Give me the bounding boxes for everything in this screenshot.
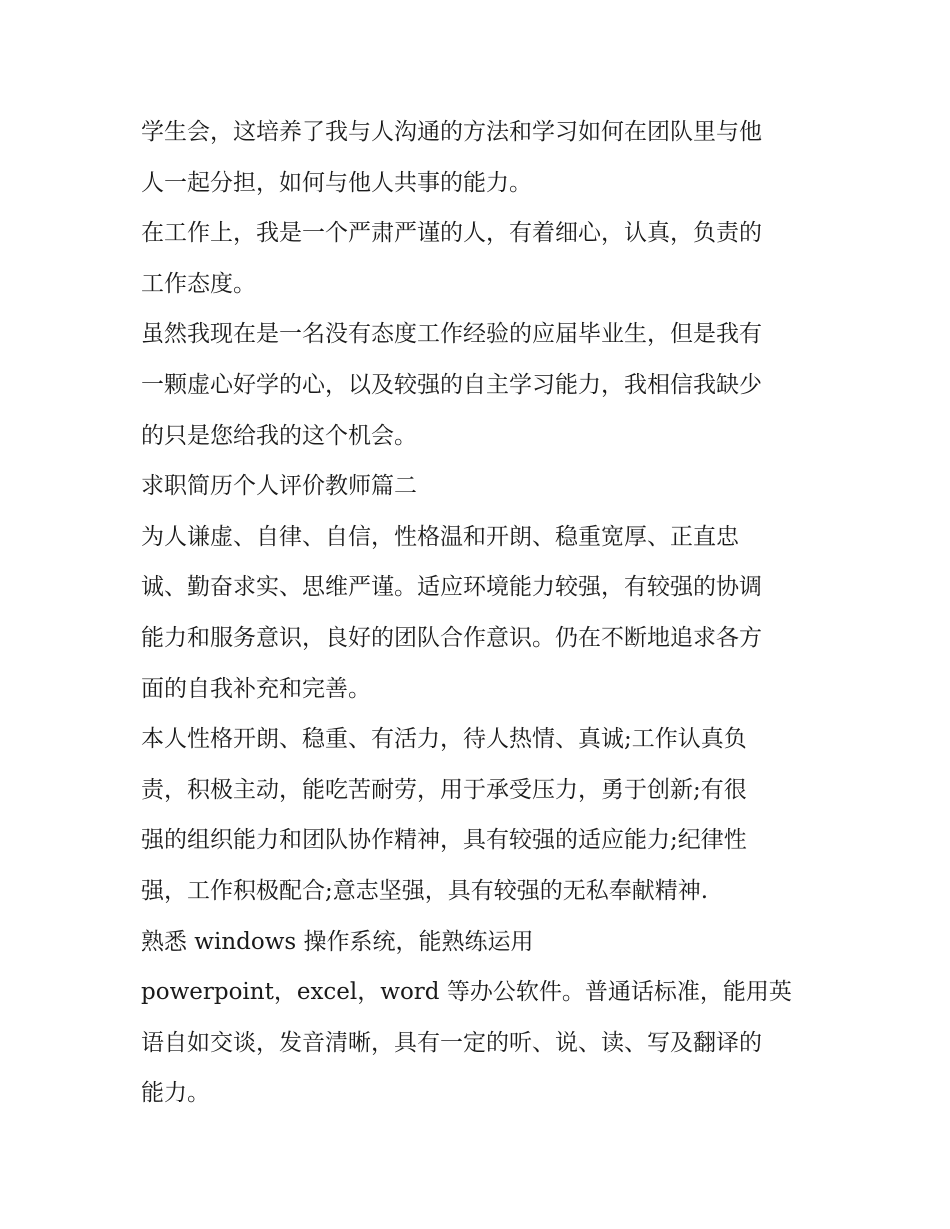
text-line: 语自如交谈，发音清晰，具有一定的听、说、读、写及翻译的 [141,1029,762,1056]
text-line: 能力和服务意识，良好的团队合作意识。仍在不断地追求各方 [141,624,762,651]
text-line: 工作态度。 [141,270,256,297]
text-line: 诚、勤奋求实、思维严谨。适应环境能力较强，有较强的协调 [141,574,762,601]
text-line: 的只是您给我的这个机会。 [141,422,417,449]
text-line: 本人性格开朗、稳重、有活力，待人热情、真诚;工作认真负 [141,726,747,753]
text-line: powerpoint，excel，word 等办公软件。普通话标准，能用英 [141,979,792,1006]
text-line: 一颗虚心好学的心，以及较强的自主学习能力，我相信我缺少 [141,371,762,398]
text-line: 强的组织能力和团队协作精神，具有较强的适应能力;纪律性 [141,827,747,854]
text-line: 责，积极主动，能吃苦耐劳，用于承受压力，勇于创新;有很 [141,776,747,803]
text-line: 能力。 [141,1080,210,1107]
text-line: 强，工作积极配合;意志坚强，具有较强的无私奉献精神. [141,877,709,904]
text-line: 面的自我补充和完善。 [141,675,371,702]
text-line: 人一起分担，如何与他人共事的能力。 [141,169,532,196]
text-line: 熟悉 windows 操作系统，能熟练运用 [141,928,534,955]
text-line: 虽然我现在是一名没有态度工作经验的应届毕业生，但是我有 [141,321,762,348]
text-line: 在工作上，我是一个严肃严谨的人，有着细心，认真，负责的 [141,220,762,247]
text-line: 为人谦虚、自律、自信，性格温和开朗、稳重宽厚、正直忠 [141,523,739,550]
section-heading: 求职简历个人评价教师篇二 [141,473,417,500]
text-line: 学生会，这培养了我与人沟通的方法和学习如何在团队里与他 [141,119,762,145]
document-body [141,107,821,1119]
